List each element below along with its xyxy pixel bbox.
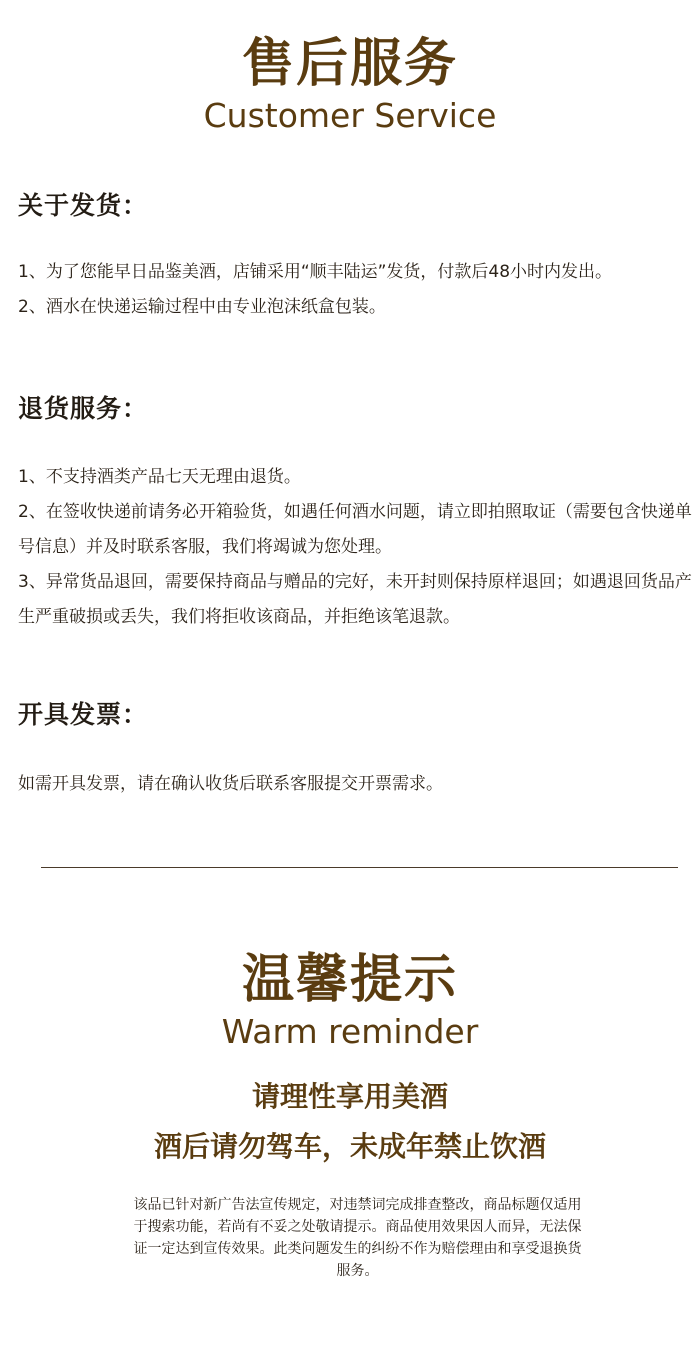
service-title-block [0, 34, 700, 136]
invoice-line-1: 如需开具发票，请在确认收货后联系客服提交开票需求。 [18, 774, 443, 794]
reminder-title-en: Warm reminder [221, 1012, 479, 1051]
invoice-heading: 开具发票： [18, 700, 149, 729]
reminder-line-1: 请理性享用美酒 [251, 1080, 448, 1113]
returns-line-1: 1、不支持酒类产品七天无理由退货。 [18, 467, 301, 487]
returns-line-3: 3、异常货品退回，需要保持商品与赠品的完好，未开封则保持原样退回；如遇退回货品产生严重破损或丢失，我们将拒收该商品，并拒绝该笔退款。 [18, 572, 692, 627]
returns-heading: 退货服务： [18, 394, 149, 423]
shipping-heading: 关于发货： [18, 191, 149, 220]
returns-section [18, 394, 694, 635]
service-title-cn: 售后服务 [241, 34, 458, 94]
reminder-title-cn: 温馨提示 [241, 950, 458, 1010]
shipping-line-1: 1、为了您能早日品鉴美酒，店铺采用“顺丰陆运”发货，付款后48小时内发出。 [18, 262, 613, 282]
reminder-title-block [0, 950, 700, 1052]
invoice-section [18, 700, 694, 802]
shipping-section [18, 191, 694, 325]
reminder-line-2: 酒后请勿驾车，未成年禁止饮酒 [153, 1130, 546, 1163]
section-divider [41, 867, 678, 868]
service-title-en: Customer Service [203, 96, 497, 135]
disclaimer-text: 该品已针对新广告法宣传规定，对违禁词完成排查整改，商品标题仅适用于搜索功能，若尚有不妥之处敬请提示。商品使用效果因人而异，无法保证一定达到宣传效果。此类问题发生的纠纷不作为赔偿理由和享受退换货服务。 [133, 1197, 582, 1279]
returns-line-2: 2、在签收快递前请务必开箱验货，如遇任何酒水问题，请立即拍照取证（需要包含快递单号信息）并及时联系客服，我们将竭诚为您处理。 [18, 502, 692, 557]
shipping-line-2: 2、酒水在快递运输过程中由专业泡沫纸盒包装。 [18, 297, 386, 317]
